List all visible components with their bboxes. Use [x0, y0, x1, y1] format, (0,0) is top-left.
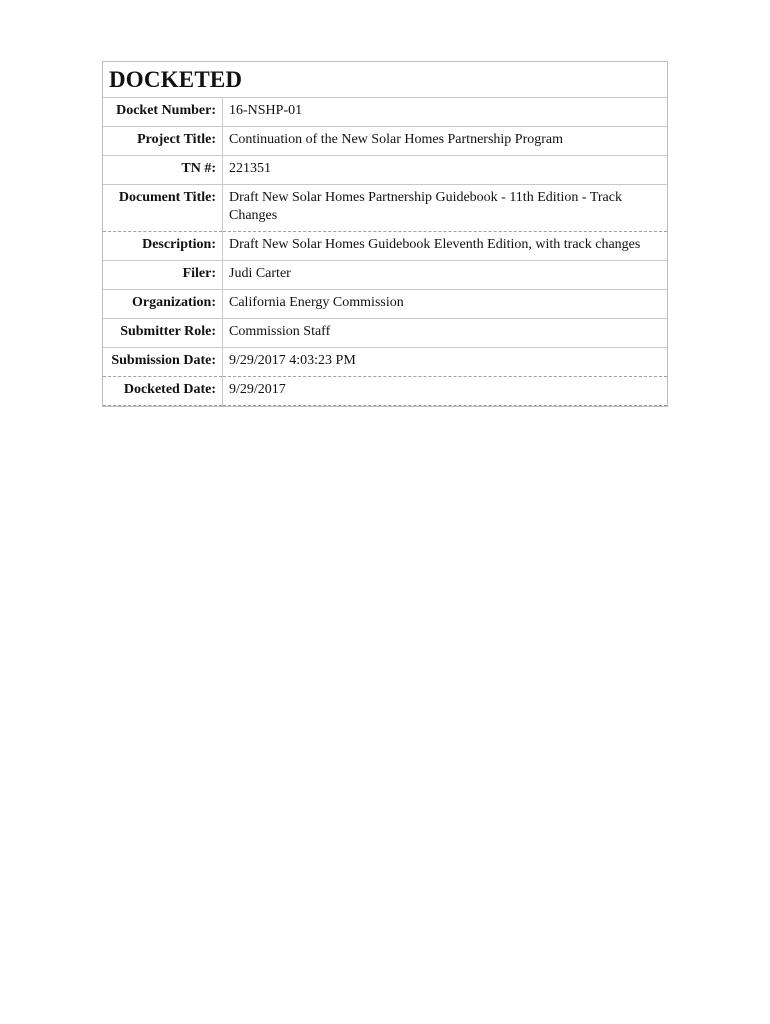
- docketed-date-row: [103, 377, 667, 406]
- submission-date-row: [103, 348, 667, 377]
- submitter-role-value: Commission Staff: [223, 319, 668, 348]
- project-title-label: Project Title:: [103, 127, 223, 156]
- docket-number-label: Docket Number:: [103, 98, 223, 127]
- tn-number-label: TN #:: [103, 156, 223, 185]
- docketed-heading: DOCKETED: [103, 62, 667, 98]
- document-title-row: [103, 185, 667, 232]
- organization-value: California Energy Commission: [223, 290, 668, 319]
- filer-row: [103, 261, 667, 290]
- docketed-date-label: Docketed Date:: [103, 377, 223, 406]
- docket-info-table: [103, 98, 667, 406]
- filer-label: Filer:: [103, 261, 223, 290]
- description-label: Description:: [103, 232, 223, 261]
- submitter-role-label: Submitter Role:: [103, 319, 223, 348]
- description-row: [103, 232, 667, 261]
- project-title-value: Continuation of the New Solar Homes Partnership Program: [223, 127, 668, 156]
- docket-number-value: 16-NSHP-01: [223, 98, 668, 127]
- tn-number-value: 221351: [223, 156, 668, 185]
- docket-cover-box: [102, 61, 668, 407]
- filer-value: Judi Carter: [223, 261, 668, 290]
- organization-label: Organization:: [103, 290, 223, 319]
- description-value: Draft New Solar Homes Guidebook Eleventh Edition, with track changes: [223, 232, 668, 261]
- submission-date-value: 9/29/2017 4:03:23 PM: [223, 348, 668, 377]
- tn-number-row: [103, 156, 667, 185]
- organization-row: [103, 290, 667, 319]
- document-title-value: Draft New Solar Homes Partnership Guidebook - 11th Edition - Track Changes: [223, 185, 668, 232]
- docketed-date-value: 9/29/2017: [223, 377, 668, 406]
- document-title-label: Document Title:: [103, 185, 223, 232]
- submitter-role-row: [103, 319, 667, 348]
- docket-number-row: [103, 98, 667, 127]
- project-title-row: [103, 127, 667, 156]
- submission-date-label: Submission Date:: [103, 348, 223, 377]
